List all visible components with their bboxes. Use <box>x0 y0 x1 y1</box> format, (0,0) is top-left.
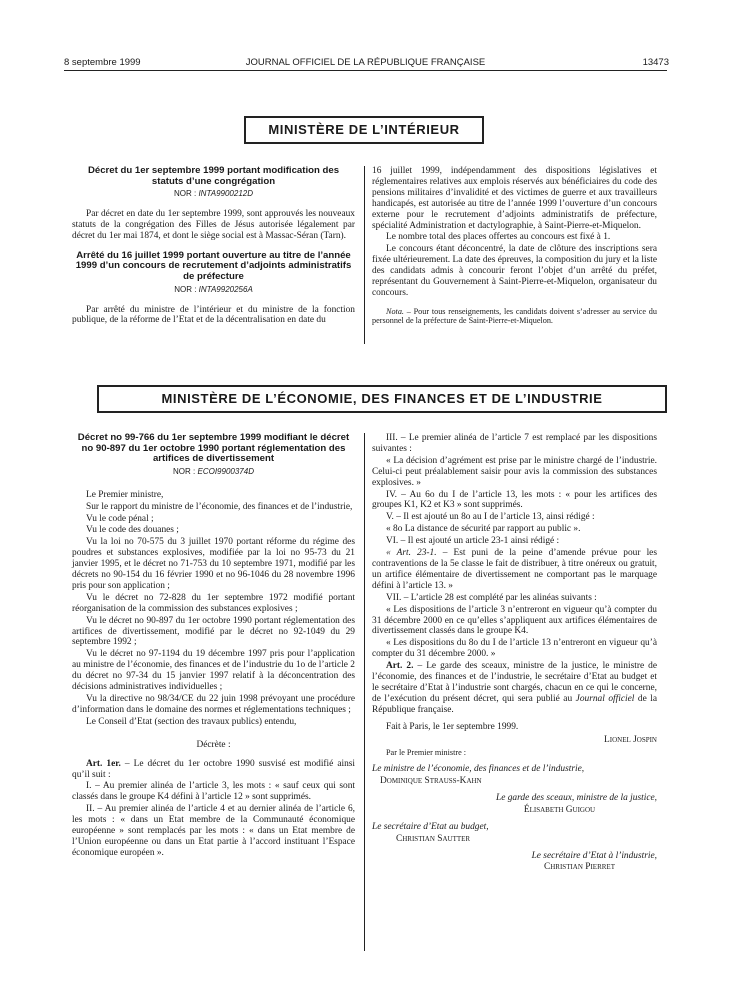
done-at: Fait à Paris, le 1er septembre 1999. <box>386 721 519 732</box>
paragraph: Vu la loi no 70-575 du 3 juillet 1970 portant réforme du régime des poudres et substances explosives, modifiée par la loi no 95-73 du 21 janvier 1995, et le décret no 71-753 du 10 septembre 1971, modifié par les décrets no 90-154 du 16 février 1990 et no 96-1046 du 28 novembre 1996 pris pour son application ; <box>72 537 355 591</box>
nor-reference: NOR : INTA9920256A <box>174 284 253 294</box>
paragraph: II. – Au premier alinéa de l’article 4 et au dernier alinéa de l’article 6, les mots : « dans un Etat membre de la Communauté économique européenne » sont remplacés par les mots : « dans un Etat membre de l’Union européenne ou dans un Etat partie à l’accord instituant l’Espace économique européen ». <box>72 804 355 858</box>
paragraph: Le Conseil d’Etat (section des travaux publics) entendu, <box>86 716 297 727</box>
signature-name: Christian Pierret <box>544 862 615 873</box>
paragraph: Le nombre total des places offertes au concours est fixé à 1. <box>386 232 611 243</box>
paragraph: III. – Le premier alinéa de l’article 7 est remplacé par les dispositions suivantes : <box>372 433 657 454</box>
arrete-title: Arrêté du 16 juillet 1999 portant ouverture au titre de l’année 1999 d’un concours de recrutement d’adjoints administratifs de préfecture <box>75 249 352 282</box>
section1-right-column <box>372 166 657 327</box>
article-1: Art. 1er. – Le décret du 1er octobre 1990 susvisé est modifié ainsi qu’il suit : <box>72 758 356 780</box>
nor-reference: NOR : INTA9900212D <box>173 189 254 199</box>
ministry-heading-economie: MINISTÈRE DE L’ÉCONOMIE, DES FINANCES ET DE L’INDUSTRIE <box>97 385 667 413</box>
ministry-heading-interieur: MINISTÈRE DE L’INTÉRIEUR <box>244 116 484 144</box>
section1-left-column <box>72 166 355 327</box>
nor-reference: NOR : ECOI9900374D <box>173 466 254 476</box>
paragraph: Vu le décret no 72-828 du 1er septembre 1972 modifié portant réorganisation de la commission des substances explosives ; <box>72 592 355 614</box>
signature-role: Le garde des sceaux, ministre de la justice, <box>496 792 657 803</box>
paragraph: « La décision d’agrément est prise par le ministre chargé de l’industrie. Celui-ci peut préalablement saisir pour avis la commission des substances explosives. » <box>372 455 657 488</box>
decree-body: Par décret en date du 1er septembre 1999, sont approuvés les nouveaux statuts de la congrégation des Filles de Jésus autorisée légalement par décret du 1er mai 1874, et dont le siège social est à Massac-Séran (Tarn). <box>72 209 355 241</box>
decree-title: Décret du 1er septembre 1999 portant modification des statuts d’une congrégation <box>87 165 340 187</box>
paragraph: « Les dispositions du 8o du I de l’article 13 n’entreront en vigueur qu’à compter du 31 décembre 2000. » <box>372 638 657 660</box>
section2-left-column <box>72 433 355 860</box>
paragraph: Le Premier ministre, <box>86 489 164 500</box>
column-divider <box>364 166 365 344</box>
signature-name: Élisabeth Guigou <box>523 804 596 815</box>
signature-role: Le ministre de l’économie, des finances et de l’industrie, <box>372 764 585 775</box>
paragraph: Vu le code pénal ; <box>86 513 154 524</box>
article-2: Art. 2. – Le garde des sceaux, ministre de la justice, le ministre de l’économie, des finances et de l’industrie, le secrétaire d’Etat au budget et le secrétaire d’Etat à l’industrie sont chargés, chacun en ce qui le concerne, de l’exécution du présent décret, qui sera publié au Journal officiel de la République française. <box>372 661 658 715</box>
by-pm: Par le Premier ministre : <box>386 748 467 758</box>
header-date: 8 septembre 1999 <box>64 57 141 68</box>
signature-role: Le secrétaire d’Etat à l’industrie, <box>531 850 657 861</box>
signature-name: Dominique Strauss-Kahn <box>380 775 482 786</box>
paragraph: VI. – Il est ajouté un article 23-1 ainsi rédigé : <box>386 536 560 547</box>
column-divider <box>364 433 365 951</box>
paragraph: V. – Il est ajouté un 8o au I de l’article 13, ainsi rédigé : <box>386 512 595 523</box>
signature-name: Christian Sautter <box>396 833 471 844</box>
paragraph: I. – Au premier alinéa de l’article 3, les mots : « sauf ceux qui sont classés dans le groupe K4 défini à l’article 12 » sont supprimés. <box>72 781 355 803</box>
header-rule <box>64 70 667 71</box>
article-23-1: « Art. 23-1. – Est puni de la peine d’amende prévue pour les contraventions de la 5e classe le fait de distribuer, à titre onéreux ou gratuit, un artifice élémentaire de divertissement ne comportant pas le marquage défini à l’article 13. » <box>372 548 657 591</box>
signatures <box>372 722 657 874</box>
signature-role: Le secrétaire d’Etat au budget, <box>372 821 489 832</box>
paragraph: Vu le décret no 97-1194 du 19 décembre 1997 pris pour l’application au ministre de l’économie, des finances et de l’industrie du 1o de l’article 2 du décret no 97-34 du 15 janvier 1997 relatif à la déconcentration des décisions administratives individuelles ; <box>72 649 355 693</box>
paragraph: Sur le rapport du ministre de l’économie, des finances et de l’industrie, <box>86 501 353 512</box>
paragraph: « Les dispositions de l’article 3 n’entreront en vigueur qu’à compter du 31 décembre 2000 en ce qu’elles s’appliquent aux artifices élémentaires de divertissement classés dans le groupe K4. <box>372 604 657 637</box>
header-journal-title: JOURNAL OFFICIEL DE LA RÉPUBLIQUE FRANÇAISE <box>245 57 486 68</box>
nota-note: Nota. – Pour tous renseignements, les candidats doivent s’adresser au service du personnel de la préfecture de Saint-Pierre-et-Miquelon. <box>372 306 657 326</box>
arrete-body: Par arrêté du ministre de l’intérieur et du ministre de la fonction publique, de la réforme de l’Etat et de la décentralisation en date du <box>72 304 355 326</box>
paragraph: VII. – L’article 28 est complété par les alinéas suivants : <box>386 592 597 603</box>
decrete-heading: Décrète : <box>196 739 231 750</box>
paragraph: « 8o La distance de sécurité par rapport au public ». <box>386 524 581 535</box>
paragraph: Le concours étant déconcentré, la date de clôture des inscriptions sera fixée ultérieurement. La date des épreuves, la composition du jury et la liste des candidats admis à concourir feront l’objet d’un arrêté du préfet, représentant du Gouvernement à Saint-Pierre-et-Miquelon, organisateur du concours. <box>372 244 657 298</box>
paragraph: 16 juillet 1999, indépendamment des dispositions législatives et réglementaires relatives aux emplois réservés aux bénéficiaires du code des pensions militaires d’invalidité et des victimes de guerre et aux travailleurs handicapés, est autorisée au titre de l’année 1999 l’ouverture d’un concours externe pour le recrutement d’adjoints administratifs de préfecture, spécialité Administration et dactylographie, à Saint-Pierre-et-Miquelon. <box>372 166 657 231</box>
section2-right-column <box>372 433 657 874</box>
paragraph: Vu le code des douanes ; <box>86 525 179 536</box>
paragraph: Vu le décret no 90-897 du 1er octobre 1990 portant réglementation des artifices de divertissement, modifié par le décret no 92-1049 du 29 septembre 1992 ; <box>72 615 355 648</box>
decree-title: Décret no 99-766 du 1er septembre 1999 modifiant le décret no 90-897 du 1er octobre 1990 portant réglementation des artifices de divertissement <box>77 432 350 465</box>
header-page-number: 13473 <box>642 57 669 68</box>
paragraph: Vu la directive no 98/34/CE du 22 juin 1998 prévoyant une procédure d’information dans le domaine des normes et réglementations techniques ; <box>72 694 355 715</box>
paragraph: IV. – Au 6o du I de l’article 13, les mots : « pour les artifices des groupes K1, K2 et K3 » sont supprimés. <box>372 489 657 511</box>
pm-signature: Lionel Jospin <box>604 734 657 745</box>
